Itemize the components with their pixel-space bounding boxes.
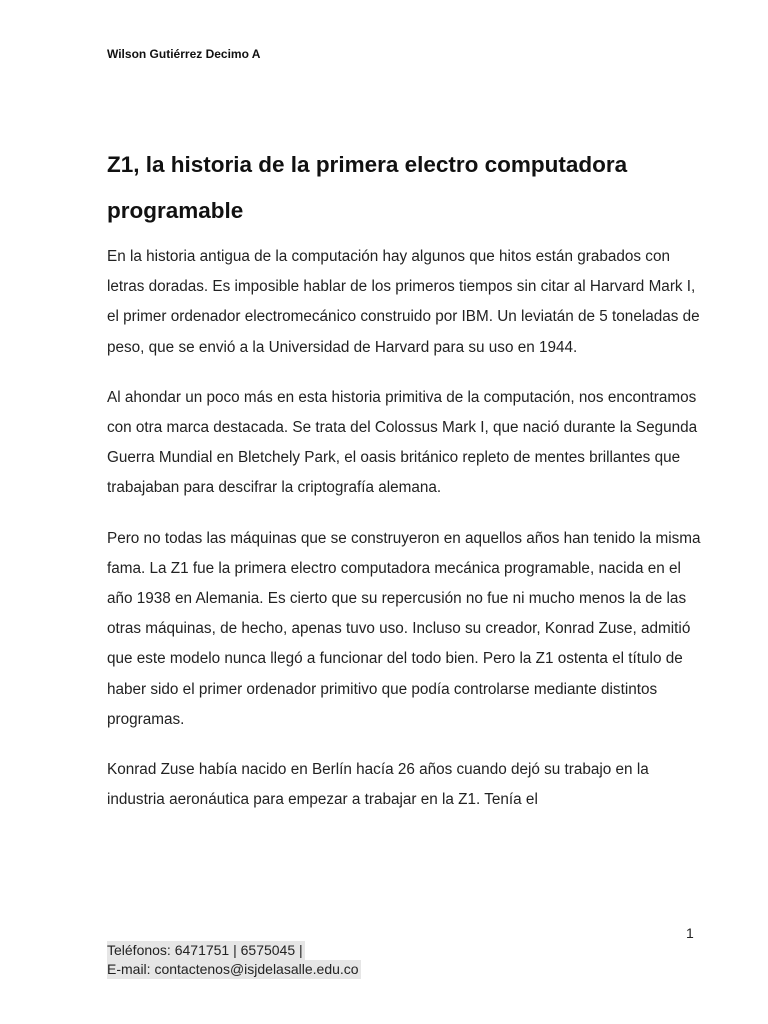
document-body [107,242,707,835]
page-footer [107,941,361,979]
paragraph-4: Konrad Zuse había nacido en Berlín hacía 26 años cuando dejó su trabajo en la industria aeronáutica para empezar a trabajar en la Z1. Tenía el [107,761,649,809]
author-header: Wilson Gutiérrez Decimo A [107,47,261,61]
paragraph-1: En la historia antigua de la computación hay algunos que hitos están grabados con letras doradas. Es imposible hablar de los primeros tiempos sin citar al Harvard Mark I, el primer ordenador electromecánico construido por IBM. Un leviatán de 5 toneladas de peso, que se envió a la Universidad de Harvard para su uso en 1944. [107,248,700,356]
paragraph-3: Pero no todas las máquinas que se construyeron en aquellos años han tenido la misma fama. La Z1 fue la primera electro computadora mecánica programable, nacida en el año 1938 en Alemania. Es cierto que su repercusión no fue ni mucho menos la de las otras máquinas, de hecho, apenas tuvo uso. Incluso su creador, Konrad Zuse, admitió que este modelo nunca llegó a funcionar del todo bien. Pero la Z1 ostenta el título de haber sido el primer ordenador primitivo que podía controlarse mediante distintos programas. [107,529,701,728]
page-number: 1 [686,925,694,941]
footer-email: E-mail: contactenos@isjdelasalle.edu.co [107,961,359,977]
paragraph-2: Al ahondar un poco más en esta historia primitiva de la computación, nos encontramos con otra marca destacada. Se trata del Colossus Mark I, que nació durante la Segunda Guerra Mundial en Bletchely Park, el oasis británico repleto de mentes brillantes que trabajaban para descifrar la criptografía alemana. [107,388,698,497]
footer-phones: Teléfonos: 6471751 | 6575045 | [107,942,303,958]
document-title: Z1, la historia de la primera electro computadora programable [107,152,628,223]
